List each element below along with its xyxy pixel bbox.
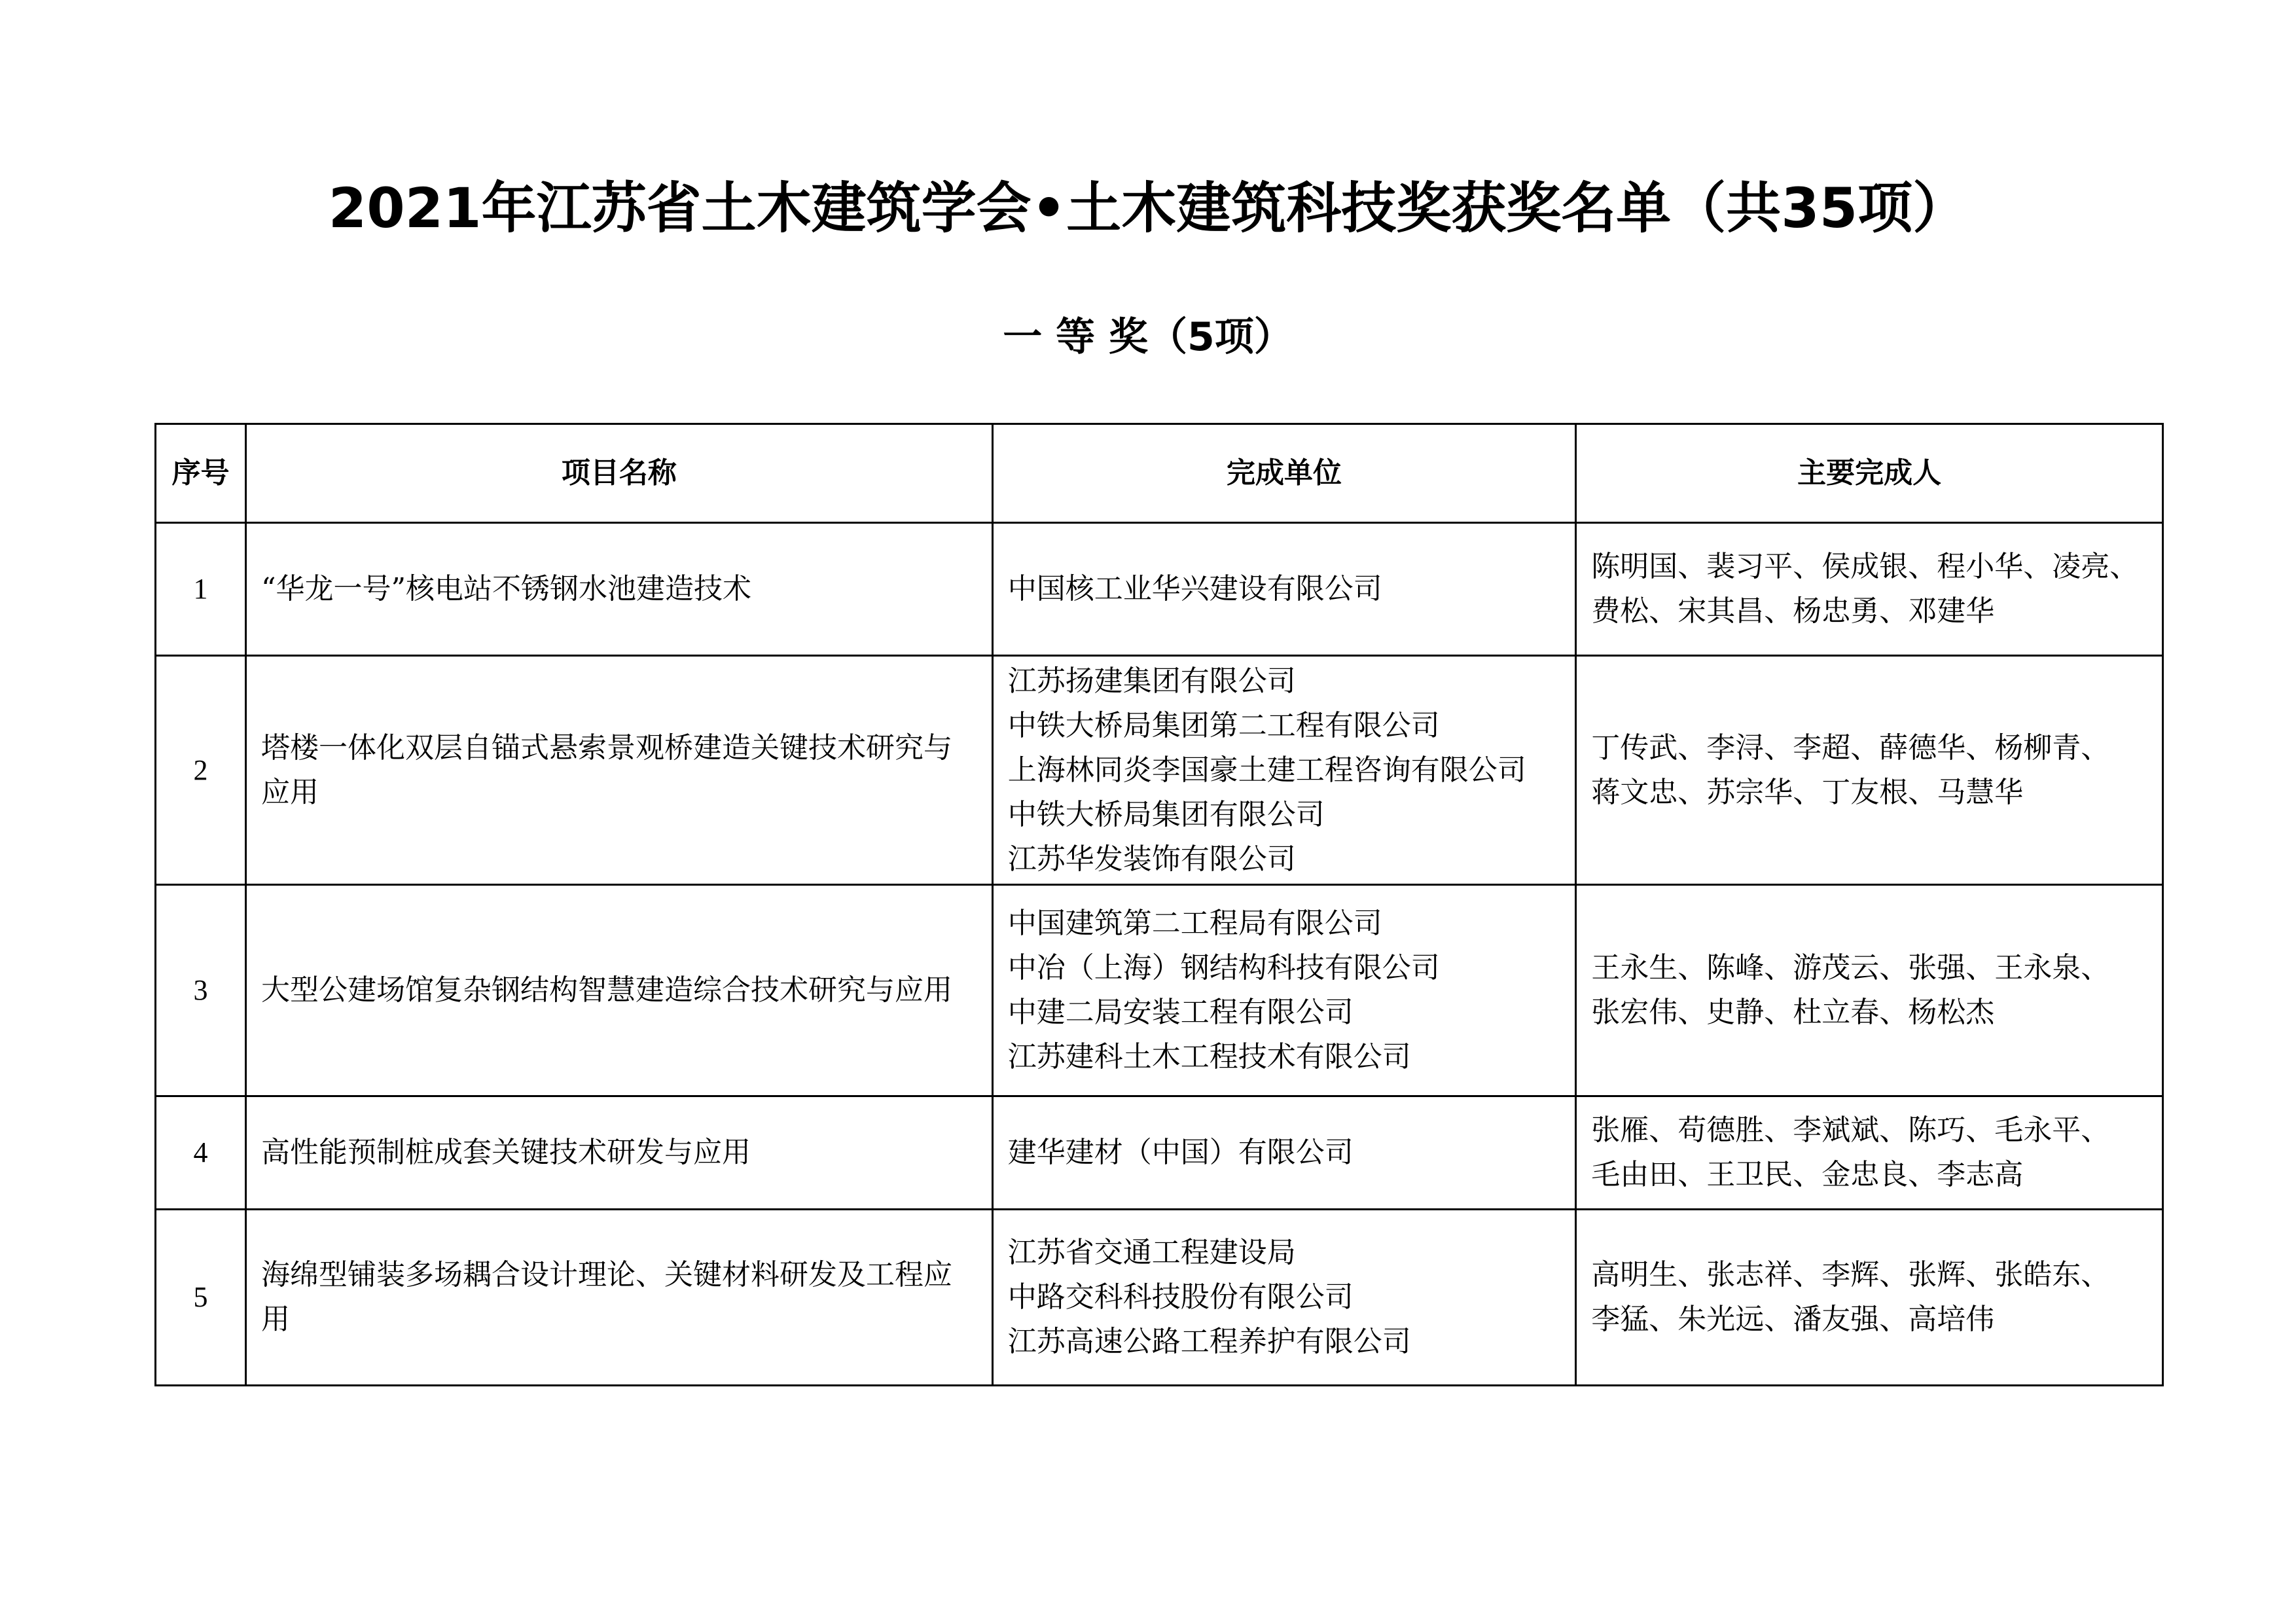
people-line: 高明生、张志祥、李辉、张辉、张皓东、 (1591, 1258, 2110, 1291)
completing-units (992, 885, 1575, 1096)
project-name: 塔楼一体化双层自锚式悬索景观桥建造关键技术研究与应用 (245, 656, 992, 885)
people-line: 王永生、陈峰、游茂云、张强、王永泉、 (1591, 951, 2110, 984)
project-name: 海绵型铺装多场耦合设计理论、关键材料研发及工程应用 (245, 1210, 992, 1386)
row-number: 2 (156, 656, 246, 885)
unit-line: 上海林同炎李国豪土建工程咨询有限公司 (1007, 753, 1526, 787)
table-row (156, 656, 2163, 885)
page-title: 2021年江苏省土木建筑学会•土木建筑科技奖获奖名单（共35项） (328, 176, 1968, 240)
header-project-name: 项目名称 (245, 424, 992, 523)
unit-line: 江苏扬建集团有限公司 (1007, 664, 1296, 698)
people-line: 张雁、苟德胜、李斌斌、陈巧、毛永平、 (1591, 1113, 2110, 1147)
table-row (156, 885, 2163, 1096)
main-contributors (1576, 1210, 2163, 1386)
unit-line: 中铁大桥局集团第二工程有限公司 (1007, 708, 1440, 742)
unit-line: 中建二局安装工程有限公司 (1007, 996, 1354, 1029)
completing-units (992, 1210, 1575, 1386)
row-number: 1 (156, 523, 246, 656)
people-line: 毛由田、王卫民、金忠良、李志高 (1591, 1158, 2024, 1191)
unit-line: 中路交科科技股份有限公司 (1007, 1280, 1354, 1314)
table-row (156, 1096, 2163, 1210)
header-serial-number: 序号 (156, 424, 246, 523)
main-contributors (1576, 523, 2163, 656)
unit-line: 中国核工业华兴建设有限公司 (1007, 572, 1382, 605)
main-contributors (1576, 656, 2163, 885)
unit-line: 江苏省交通工程建设局 (1007, 1236, 1296, 1269)
row-number: 4 (156, 1096, 246, 1210)
table-row (156, 1210, 2163, 1386)
completing-units (992, 523, 1575, 656)
unit-line: 江苏建科土木工程技术有限公司 (1007, 1040, 1411, 1074)
award-table (154, 423, 2164, 1386)
header-completing-unit: 完成单位 (992, 424, 1575, 523)
people-line: 费松、宋其昌、杨忠勇、邓建华 (1591, 594, 1995, 628)
header-main-contributors: 主要完成人 (1576, 424, 2163, 523)
row-number: 5 (156, 1210, 246, 1386)
table-header-row (156, 424, 2163, 523)
row-number: 3 (156, 885, 246, 1096)
project-name: “华龙一号”核电站不锈钢水池建造技术 (245, 523, 992, 656)
main-contributors (1576, 885, 2163, 1096)
people-line: 张宏伟、史静、杜立春、杨松杰 (1591, 996, 1995, 1029)
unit-line: 中国建筑第二工程局有限公司 (1007, 907, 1382, 940)
main-contributors (1576, 1096, 2163, 1210)
table-row (156, 523, 2163, 656)
people-line: 李猛、朱光远、潘友强、高培伟 (1591, 1303, 1995, 1336)
project-name: 大型公建场馆复杂钢结构智慧建造综合技术研究与应用 (245, 885, 992, 1096)
project-name: 高性能预制桩成套关键技术研发与应用 (245, 1096, 992, 1210)
unit-line: 江苏高速公路工程养护有限公司 (1007, 1325, 1411, 1358)
people-line: 蒋文忠、苏宗华、丁友根、马慧华 (1591, 775, 2024, 809)
completing-units (992, 1096, 1575, 1210)
people-line: 丁传武、李浔、李超、薛德华、杨柳青、 (1591, 731, 2110, 765)
section-title-first-prize: 一 等 奖（5项） (1003, 314, 1293, 360)
completing-units (992, 656, 1575, 885)
unit-line: 江苏华发装饰有限公司 (1007, 842, 1296, 876)
unit-line: 建华建材（中国）有限公司 (1007, 1136, 1354, 1169)
unit-line: 中铁大桥局集团有限公司 (1007, 797, 1325, 831)
unit-line: 中冶（上海）钢结构科技有限公司 (1007, 951, 1440, 984)
people-line: 陈明国、裴习平、侯成银、程小华、凌亮、 (1591, 550, 2139, 583)
